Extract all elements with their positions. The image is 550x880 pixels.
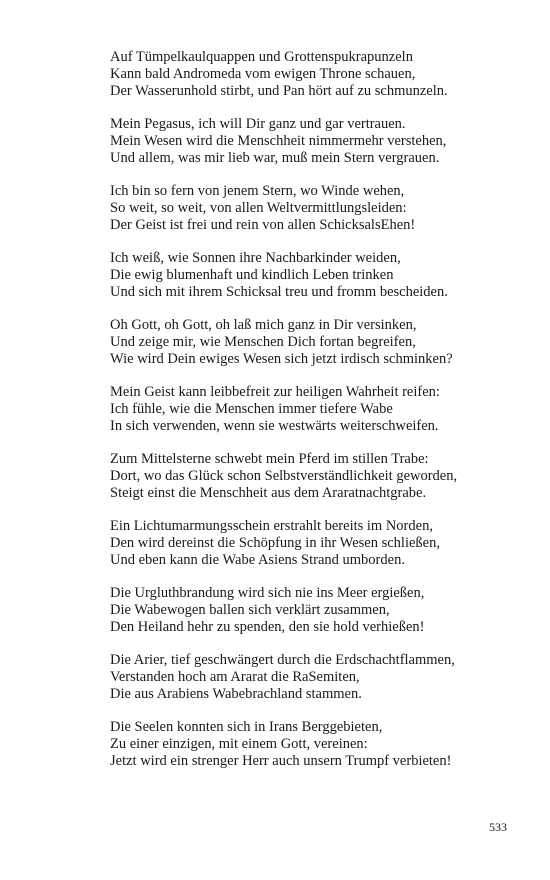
stanza <box>110 585 510 636</box>
poem-text <box>110 49 510 786</box>
poem-line: Die Seelen konnten sich in Irans Berggebieten, <box>110 719 383 735</box>
poem-line: So weit, so weit, von allen Weltvermittlungsleiden: <box>110 200 407 216</box>
stanza <box>110 719 510 770</box>
poem-line: Steigt einst die Menschheit aus dem Araratnachtgrabe. <box>110 485 427 501</box>
poem-line: Und allem, was mir lieb war, muß mein Stern vergrauen. <box>110 150 440 166</box>
poem-line: Die Wabewogen ballen sich verklärt zusammen, <box>110 602 390 618</box>
poem-line: Ich bin so fern von jenem Stern, wo Winde wehen, <box>110 183 405 199</box>
poem-line: In sich verwenden, wenn sie westwärts weiterschweifen. <box>110 418 439 434</box>
poem-line: Kann bald Andromeda vom ewigen Throne schauen, <box>110 66 416 82</box>
poem-line: Die ewig blumenhaft und kindlich Leben trinken <box>110 267 394 283</box>
poem-line: Die aus Arabiens Wabebrachland stammen. <box>110 686 362 702</box>
poem-line: Die Arier, tief geschwängert durch die Erdschachtflammen, <box>110 652 455 668</box>
stanza <box>110 384 510 435</box>
poem-line: Und sich mit ihrem Schicksal treu und fromm bescheiden. <box>110 284 448 300</box>
poem-line: Die Urgluthbrandung wird sich nie ins Meer ergießen, <box>110 585 425 601</box>
poem-line: Den wird dereinst die Schöpfung in ihr Wesen schließen, <box>110 535 440 551</box>
poem-line: Ich fühle, wie die Menschen immer tiefere Wabe <box>110 401 393 417</box>
stanza <box>110 451 510 502</box>
poem-line: Mein Geist kann leibbefreit zur heiligen Wahrheit reifen: <box>110 384 440 400</box>
poem-line: Mein Pegasus, ich will Dir ganz und gar vertrauen. <box>110 116 406 132</box>
page-number: 533 <box>489 820 507 834</box>
stanza <box>110 116 510 167</box>
poem-line: Der Geist ist frei und rein von allen SchicksalsEhen! <box>110 217 416 233</box>
poem-line: Mein Wesen wird die Menschheit nimmermehr verstehen, <box>110 133 447 149</box>
poem-line: Und zeige mir, wie Menschen Dich fortan begreifen, <box>110 334 416 350</box>
stanza <box>110 250 510 301</box>
poem-line: Der Wasserunhold stirbt, und Pan hört auf zu schmunzeln. <box>110 83 448 99</box>
poem-line: Ich weiß, wie Sonnen ihre Nachbarkinder weiden, <box>110 250 401 266</box>
stanza <box>110 49 510 100</box>
poem-line: Oh Gott, oh Gott, oh laß mich ganz in Dir versinken, <box>110 317 417 333</box>
poem-line: Dort, wo das Glück schon Selbstverständlichkeit geworden, <box>110 468 458 484</box>
poem-line: Verstanden hoch am Ararat die RaSemiten, <box>110 669 360 685</box>
poem-line: Auf Tümpelkaulquappen und Grottenspukrapunzeln <box>110 49 413 65</box>
stanza <box>110 518 510 569</box>
poem-line: Zu einer einzigen, mit einem Gott, vereinen: <box>110 736 368 752</box>
poem-line: Wie wird Dein ewiges Wesen sich jetzt irdisch schminken? <box>110 351 453 367</box>
poem-line: Ein Lichtumarmungsschein erstrahlt bereits im Norden, <box>110 518 433 534</box>
stanza <box>110 317 510 368</box>
poem-line: Zum Mittelsterne schwebt mein Pferd im stillen Trabe: <box>110 451 429 467</box>
poem-line: Den Heiland hehr zu spenden, den sie hold verhießen! <box>110 619 425 635</box>
poem-line: Jetzt wird ein strenger Herr auch unsern Trumpf verbieten! <box>110 753 452 769</box>
stanza <box>110 652 510 703</box>
poem-line: Und eben kann die Wabe Asiens Strand umborden. <box>110 552 405 568</box>
stanza <box>110 183 510 234</box>
